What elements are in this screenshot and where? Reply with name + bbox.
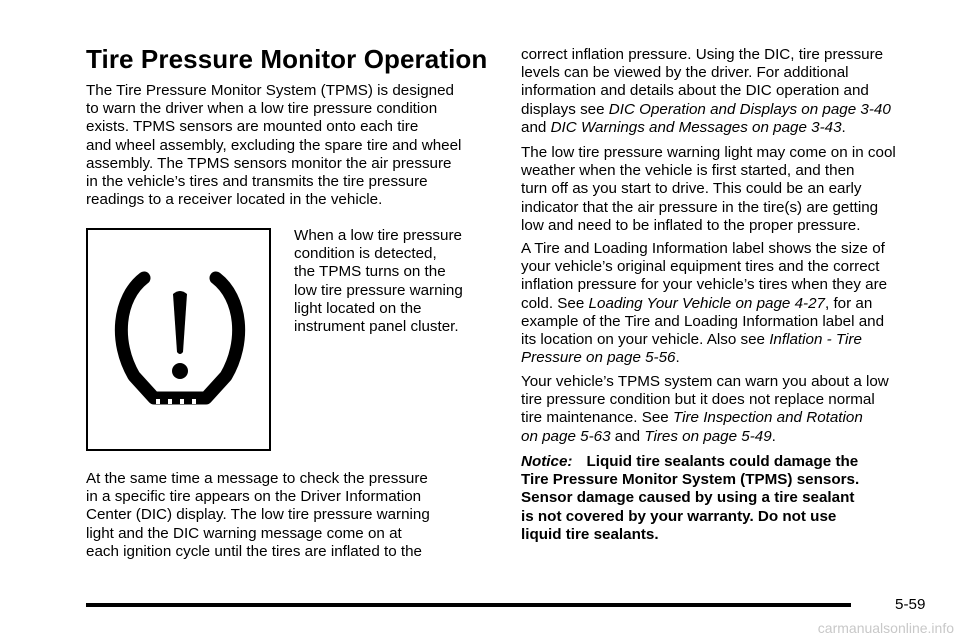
text-line <box>521 331 887 349</box>
text-line: light located on the <box>294 299 422 317</box>
text-run: displays see <box>521 100 609 118</box>
cross-reference-link[interactable]: Pressure on page 5-56 <box>521 349 676 367</box>
text-run: and <box>521 118 551 136</box>
cool-weather-paragraph <box>521 144 896 235</box>
page-title: Tire Pressure Monitor Operation <box>86 44 488 74</box>
maintenance-paragraph <box>521 373 889 446</box>
text-line: The Tire Pressure Monitor System (TPMS) is designed <box>86 82 454 99</box>
text-line: Sensor damage caused by using a tire sealant <box>521 489 855 507</box>
text-line: to warn the driver when a low tire pressure condition <box>86 100 438 118</box>
text-line: and wheel assembly, excluding the spare tire and wheel <box>86 136 462 154</box>
text-line: low and need to be inflated to the proper pressure. <box>521 216 861 234</box>
text-line: each ignition cycle until the tires are inflated to the <box>86 542 423 560</box>
low-tire-pressure-warning-icon <box>112 270 248 410</box>
text-line: turn off as you start to drive. This could be an early <box>521 180 862 198</box>
dic-continuation-paragraph <box>521 46 891 137</box>
dic-message-paragraph <box>86 470 430 561</box>
text-line: instrument panel cluster. <box>294 318 459 336</box>
text-line: low tire pressure warning <box>294 281 463 299</box>
cross-reference-link[interactable]: Tire Inspection and Rotation <box>672 409 863 427</box>
text-line: condition is detected, <box>294 245 437 263</box>
text-run: . <box>675 349 680 367</box>
text-line <box>521 349 887 367</box>
text-line <box>521 101 891 119</box>
text-line: Tire Pressure Monitor System (TPMS) sensors. <box>521 471 860 489</box>
page-number: 5-59 <box>895 596 926 613</box>
text-line: levels can be viewed by the driver. For additional <box>521 64 849 82</box>
text-run: . <box>771 427 776 445</box>
text-line: When a low tire pressure <box>294 227 462 244</box>
cross-reference-link[interactable]: Tires on page 5-49 <box>644 427 772 445</box>
text-line: readings to a receiver located in the vehicle. <box>86 191 383 209</box>
cross-reference-link[interactable]: on page 5-63 <box>521 427 611 445</box>
text-line: exists. TPMS sensors are mounted onto each tire <box>86 118 419 136</box>
text-line: information and details about the DIC operation and <box>521 82 869 100</box>
warning-light-figure <box>86 228 271 451</box>
text-line: example of the Tire and Loading Information label and <box>521 312 885 330</box>
text-line: in a specific tire appears on the Driver Information <box>86 488 422 506</box>
intro-paragraph <box>86 82 461 209</box>
text-line <box>521 409 889 427</box>
text-line <box>521 295 887 313</box>
loading-label-paragraph <box>521 240 887 367</box>
text-run: . <box>841 118 846 136</box>
text-line: indicator that the air pressure in the tire(s) are getting <box>521 198 879 216</box>
text-line: your vehicle’s original equipment tires and the correct <box>521 258 880 276</box>
text-line: correct inflation pressure. Using the DIC, tire pressure <box>521 46 884 63</box>
text-line: liquid tire sealants. <box>521 525 659 543</box>
text-line: At the same time a message to check the pressure <box>86 470 428 487</box>
text-line: inflation pressure for your vehicle’s tires when they are <box>521 276 888 294</box>
notice-block <box>521 453 859 544</box>
text-line <box>521 453 859 471</box>
text-line: light and the DIC warning message come on at <box>86 524 402 542</box>
text-line <box>521 119 891 137</box>
text-line: tire pressure condition but it does not replace normal <box>521 391 875 409</box>
footer-rule <box>86 603 851 607</box>
text-line: in the vehicle’s tires and transmits the tire pressure <box>86 173 428 191</box>
cross-reference-link[interactable]: DIC Operation and Displays on page 3-40 <box>608 100 891 118</box>
cross-reference-link[interactable]: Loading Your Vehicle on page 4-27 <box>588 294 825 312</box>
text-run: tire maintenance. See <box>521 409 673 427</box>
notice-label: Notice: <box>521 453 573 470</box>
text-run: its location on your vehicle. Also see <box>521 331 770 349</box>
text-run: and <box>610 427 645 445</box>
text-run: , for an <box>825 294 873 312</box>
cross-reference-link[interactable]: Inflation - Tire <box>769 331 862 349</box>
text-line: is not covered by your warranty. Do not use <box>521 507 837 525</box>
text-line <box>521 428 889 446</box>
text-line: weather when the vehicle is first started, and then <box>521 162 855 180</box>
text-run: Liquid tire sealants could damage the <box>586 453 859 470</box>
text-line: assembly. The TPMS sensors monitor the air pressure <box>86 154 452 172</box>
text-line: Center (DIC) display. The low tire pressure warning <box>86 506 430 524</box>
text-line: the TPMS turns on the <box>294 263 446 281</box>
cross-reference-link[interactable]: DIC Warnings and Messages on page 3-43 <box>550 118 842 136</box>
watermark: carmanualsonline.info <box>817 620 954 636</box>
text-line: The low tire pressure warning light may come on in cool <box>521 144 896 161</box>
text-run: cold. See <box>521 294 589 312</box>
icon-caption-paragraph <box>294 227 463 336</box>
text-line: A Tire and Loading Information label shows the size of <box>521 240 885 257</box>
text-line: Your vehicle’s TPMS system can warn you about a low <box>521 373 889 390</box>
